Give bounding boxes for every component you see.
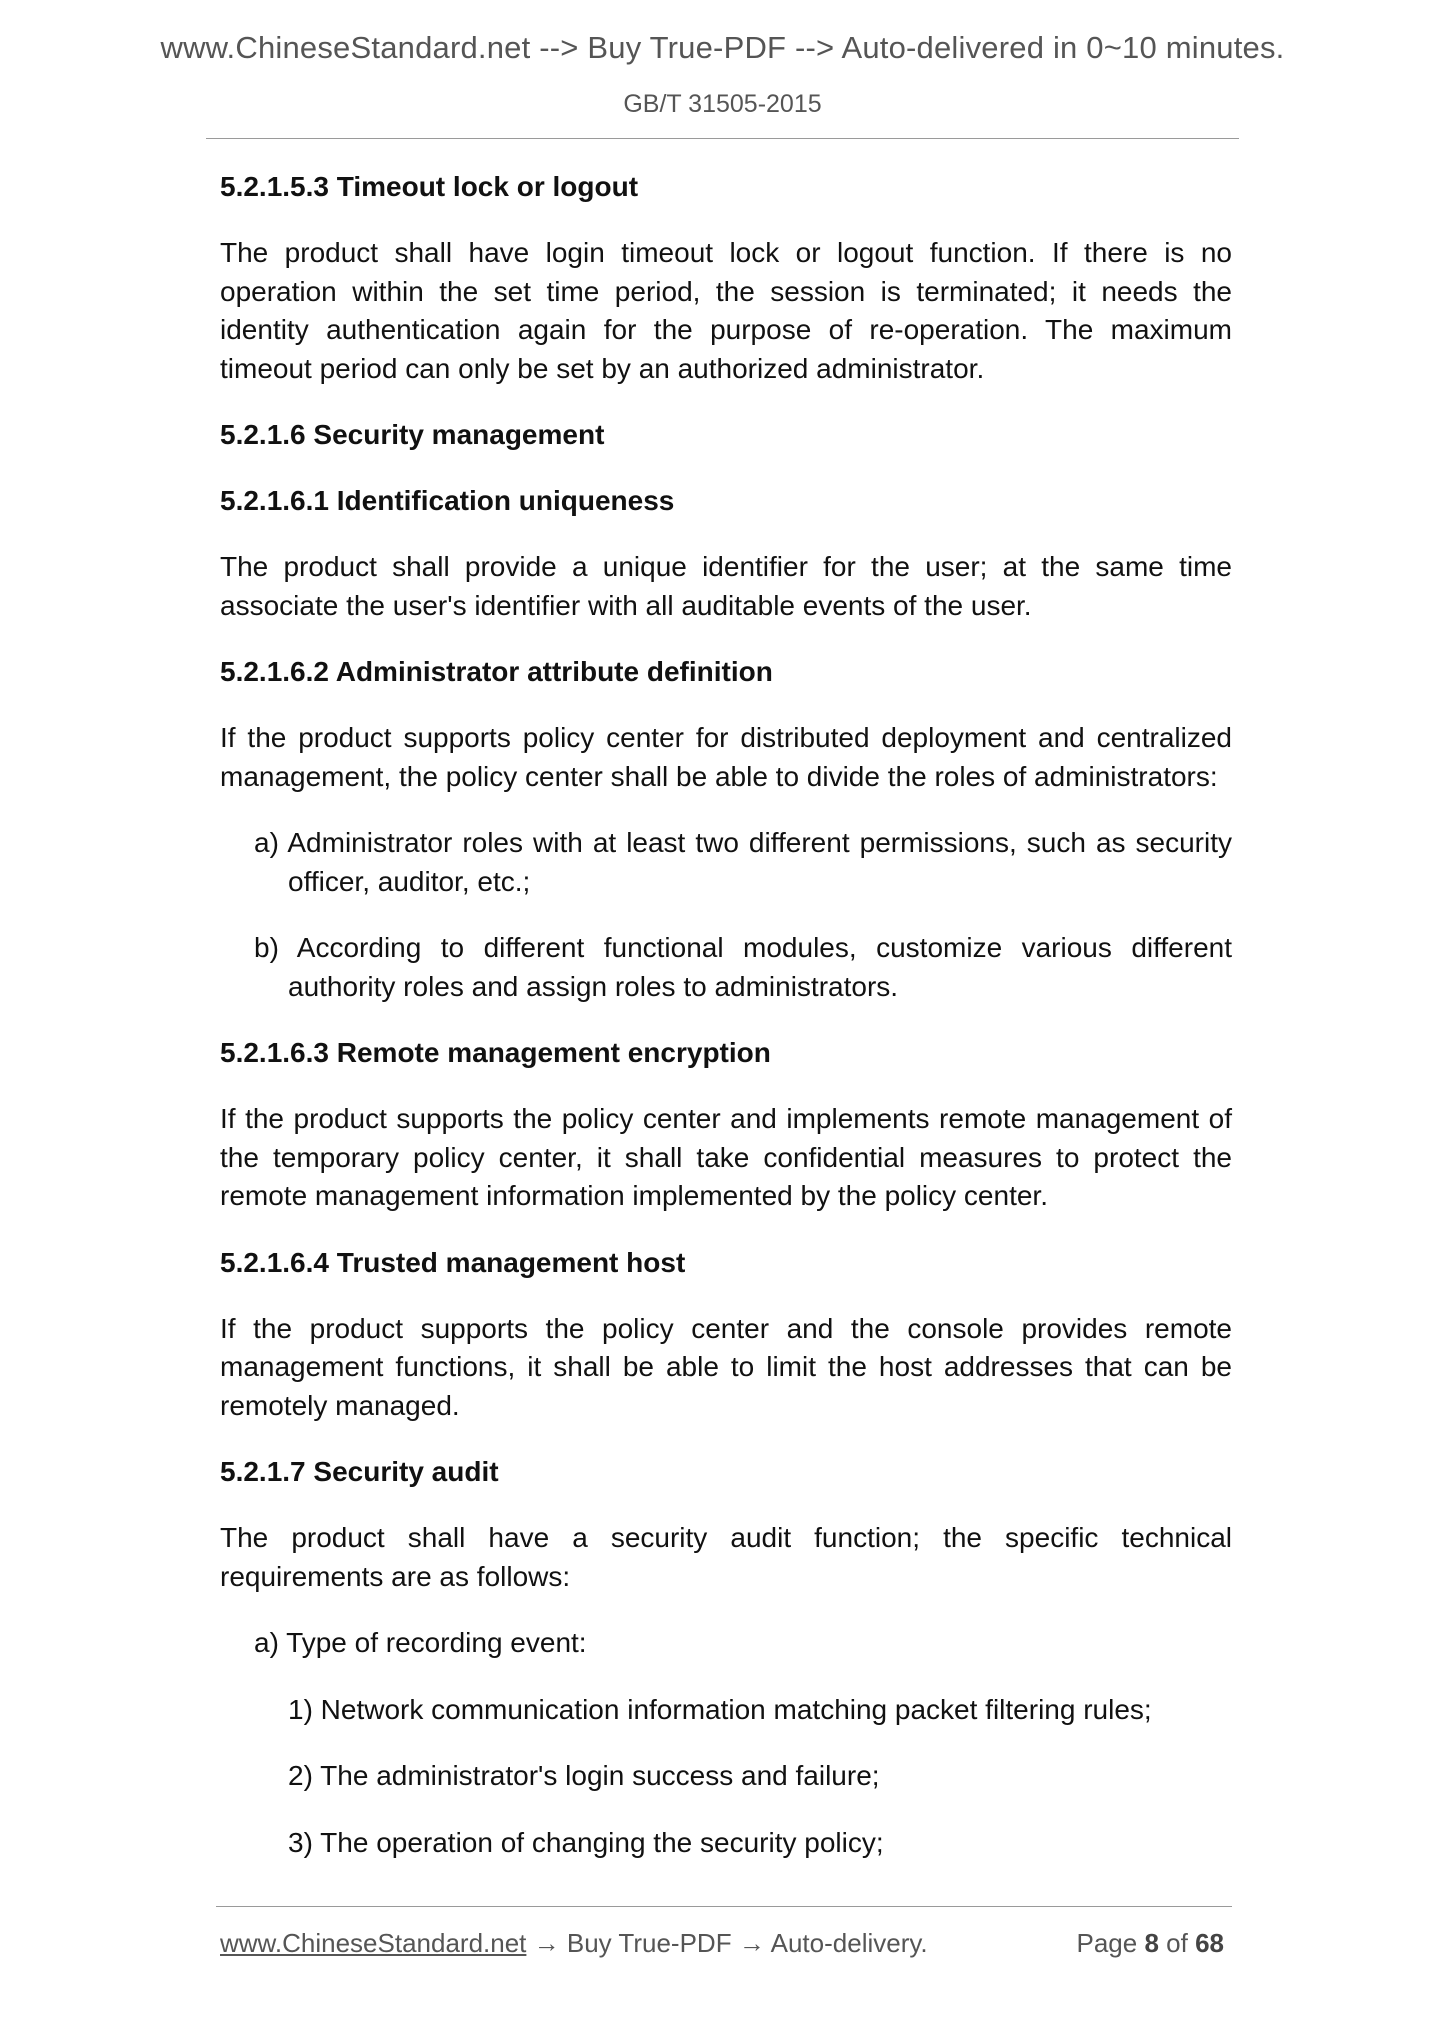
footer-site-link[interactable]: www.ChineseStandard.net [220, 1928, 527, 1958]
paragraph: The product shall have login timeout lock or logout function. If there is no operation within the set time period, the session is terminated; it needs the identity authentication again for the purpose of re-operation. The maximum timeout period can only be set by an authorized administrator. [220, 237, 1232, 384]
document-body [220, 168, 1232, 1890]
site-banner: www.ChineseStandard.net --> Buy True-PDF --> Auto-delivered in 0~10 minutes. [160, 30, 1285, 65]
section-heading: 5.2.1.6.2 Administrator attribute definition [220, 656, 773, 687]
arrow-right-icon: → [738, 1928, 765, 1958]
list-item: b) According to different functional modules, customize various different authority roles and assign roles to administrators. [254, 932, 1232, 1002]
paragraph: The product shall have a security audit function; the specific technical requirements are as follows: [220, 1522, 1232, 1592]
standard-code: GB/T 31505-2015 [623, 90, 822, 118]
paragraph: The product shall provide a unique identifier for the user; at the same time associate the user's identifier with all auditable events of the user. [220, 551, 1232, 621]
section-heading: 5.2.1.6 Security management [220, 419, 605, 450]
page-number: 8 [1144, 1928, 1159, 1958]
section-heading: 5.2.1.6.3 Remote management encryption [220, 1037, 771, 1068]
paragraph: If the product supports policy center for distributed deployment and centralized management, the policy center shall be able to divide the roles of administrators: [220, 722, 1232, 792]
page-total: 68 [1195, 1928, 1224, 1958]
sub-list-item: 2) The administrator's login success and failure; [288, 1760, 880, 1791]
paragraph: If the product supports the policy center and implements remote management of the temporary policy center, it shall take confidential measures to protect the remote management information implemented by the policy center. [220, 1103, 1232, 1211]
paragraph: If the product supports the policy center and the console provides remote management functions, it shall be able to limit the host addresses that can be remotely managed. [220, 1312, 1232, 1421]
section-heading: 5.2.1.5.3 Timeout lock or logout [220, 171, 639, 202]
footer-delivery-text: Auto-delivery. [770, 1928, 928, 1958]
footer-buy-text: Buy True-PDF [566, 1928, 732, 1958]
list-item: a) Administrator roles with at least two different permissions, such as security officer, auditor, etc.; [254, 827, 1232, 897]
section-heading: 5.2.1.6.1 Identification uniqueness [220, 485, 675, 516]
footer-links [220, 1928, 928, 1959]
page-indicator [1076, 1928, 1224, 1959]
section-heading: 5.2.1.6.4 Trusted management host [220, 1246, 686, 1278]
sub-list-item: 1) Network communication information matching packet filtering rules; [288, 1693, 1152, 1725]
list-item: a) Type of recording event: [254, 1627, 587, 1658]
sub-list-item: 3) The operation of changing the security policy; [288, 1826, 884, 1858]
page-label: Page [1076, 1928, 1138, 1958]
of-label: of [1166, 1928, 1188, 1958]
arrow-right-icon: → [533, 1928, 560, 1958]
header-divider [206, 138, 1239, 139]
section-heading: 5.2.1.7 Security audit [220, 1456, 499, 1487]
footer-divider [216, 1906, 1232, 1907]
